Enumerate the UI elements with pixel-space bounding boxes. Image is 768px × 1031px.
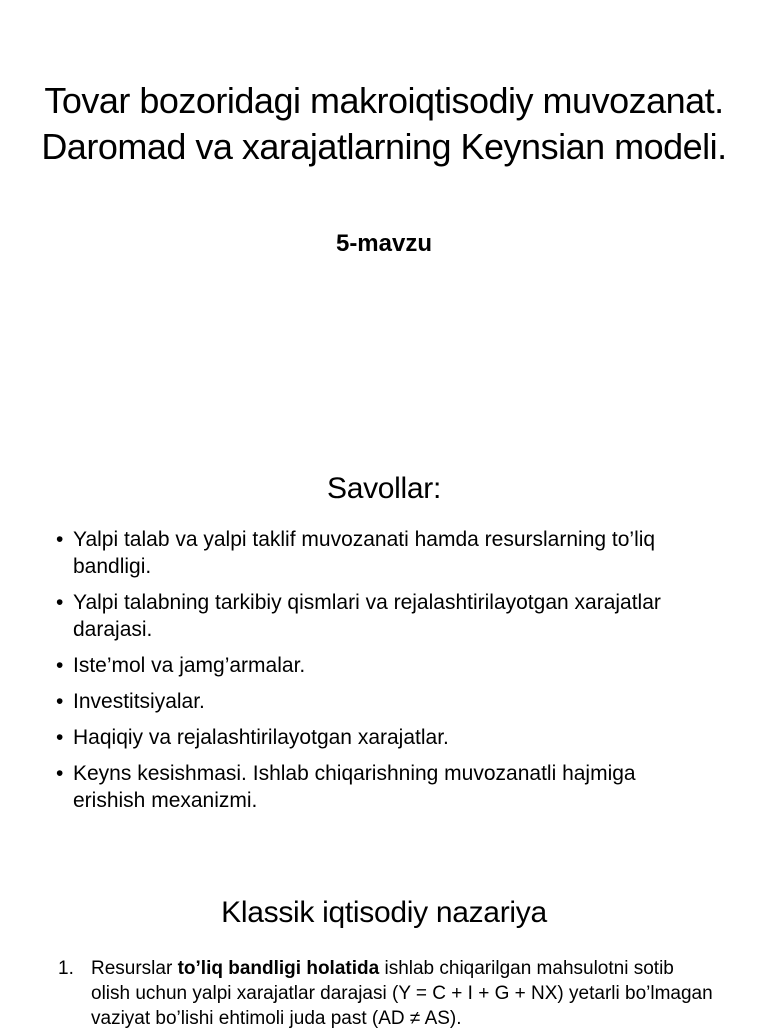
bullet-icon: • xyxy=(56,591,64,614)
list-item xyxy=(56,589,708,643)
bullet-icon: • xyxy=(56,690,64,713)
list-number: 1. xyxy=(58,958,74,979)
list-item-text: Iste’mol va jamg’armalar. xyxy=(73,654,306,677)
list-item xyxy=(56,688,708,715)
list-item-text: Yalpi talab va yalpi taklif muvozanati hamda resurslarning to’liq bandligi. xyxy=(73,528,656,578)
bullet-icon: • xyxy=(56,726,64,749)
slide-subtitle: 5-mavzu xyxy=(335,230,433,257)
list-item-text: Haqiqiy va rejalashtirilayotgan xarajatlar. xyxy=(73,726,449,749)
list-item-text: Yalpi talabning tarkibiy qismlari va rejalashtirilayotgan xarajatlar darajasi. xyxy=(73,591,661,641)
questions-list xyxy=(56,526,708,823)
title-slide xyxy=(0,0,768,430)
slide-title: Tovar bozoridagi makroiqtisodiy muvozanat. Daromad va xarajatlarning Keynsian modeli. xyxy=(41,80,727,167)
list-item-text-after: ishlab chiqarilgan mahsulotni sotib olish uchun yalpi xarajatlar darajasi (Y = C + I + G + NX) yetarli bo’lmagan vaziyat bo’lishi ehtimoli juda past (AD ≠ AS). xyxy=(91,958,713,1029)
list-item xyxy=(58,956,718,1031)
questions-heading: Savollar: xyxy=(326,472,442,505)
list-item xyxy=(56,724,708,751)
classical-theory-slide xyxy=(0,860,768,1029)
questions-slide xyxy=(0,430,768,860)
list-item-text-before: Resurslar xyxy=(91,958,178,979)
list-item xyxy=(56,526,708,580)
bullet-icon: • xyxy=(56,528,64,551)
list-item-text: Keyns kesishmasi. Ishlab chiqarishning muvozanatli hajmiga erishish mexanizmi. xyxy=(73,762,636,812)
bullet-icon: • xyxy=(56,654,64,677)
bullet-icon: • xyxy=(56,762,64,785)
classical-theory-heading: Klassik iqtisodiy nazariya xyxy=(221,896,547,929)
classical-theory-list xyxy=(58,956,718,1031)
list-item-text-bold: to’liq bandligi holatida xyxy=(177,958,380,979)
list-item xyxy=(56,652,708,679)
list-item-text: Investitsiyalar. xyxy=(73,690,205,713)
list-item xyxy=(56,760,708,814)
